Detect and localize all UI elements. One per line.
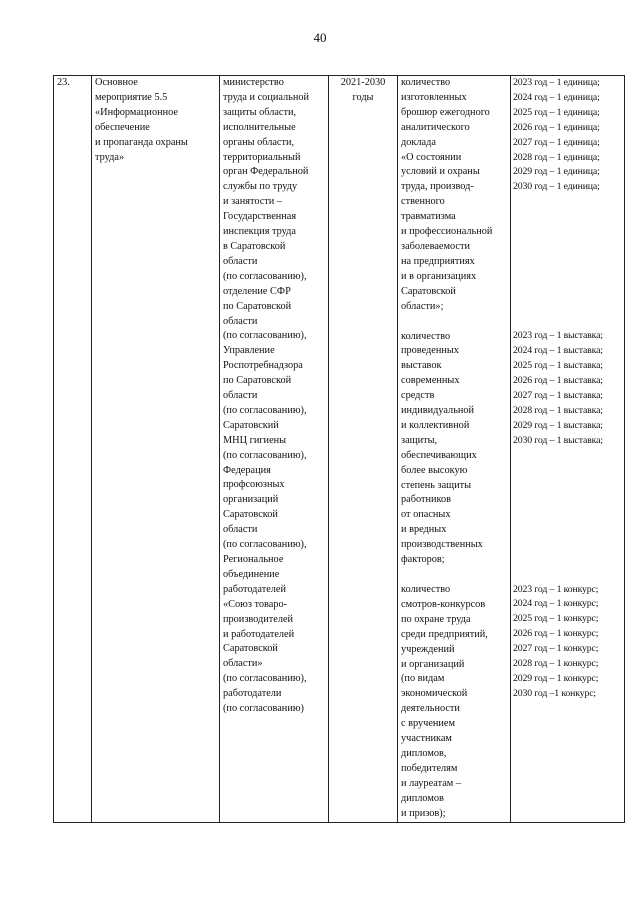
text-line: деятельности bbox=[401, 703, 460, 715]
text-line: 2029 год – 1 выставка; bbox=[513, 419, 603, 431]
text-line: и профессиональной bbox=[401, 226, 493, 238]
text-line: службы по труду bbox=[223, 181, 298, 193]
text-line: 2028 год – 1 выставка; bbox=[513, 404, 603, 416]
text-line: работодатели bbox=[223, 688, 282, 700]
text-line: обеспечивающих bbox=[401, 449, 477, 461]
indicator-2-values bbox=[513, 329, 623, 448]
program-table bbox=[53, 75, 625, 823]
text-line: количество bbox=[401, 584, 451, 595]
text-line: годы bbox=[352, 91, 374, 103]
text-line: труда» bbox=[95, 151, 125, 163]
text-line: области»; bbox=[401, 300, 444, 312]
text-line: 2027 год – 1 конкурс; bbox=[513, 643, 599, 655]
text-line: брошюр ежегодного bbox=[401, 106, 490, 118]
text-line: министерство bbox=[223, 77, 284, 88]
page-number: 40 bbox=[313, 30, 327, 45]
text-line: (по согласованию), bbox=[223, 449, 307, 461]
text-line: на предприятиях bbox=[401, 255, 475, 267]
text-line: Роспотребнадзора bbox=[223, 360, 303, 372]
text-line: 2027 год – 1 единица; bbox=[513, 136, 600, 148]
text-line: ственного bbox=[401, 196, 445, 208]
text-line: 2023 год – 1 единица; bbox=[513, 77, 600, 88]
text-line: и коллективной bbox=[401, 419, 470, 431]
text-line: средств bbox=[401, 390, 435, 402]
indicator-2 bbox=[401, 330, 507, 569]
text-line: (по согласованию) bbox=[223, 703, 304, 715]
text-line: области bbox=[223, 524, 258, 536]
text-line: работодателей bbox=[223, 583, 287, 595]
text-line: 2023 год – 1 конкурс; bbox=[513, 583, 599, 595]
text-line: 2025 год – 1 конкурс; bbox=[513, 613, 599, 625]
text-line: труда, производ- bbox=[401, 181, 474, 193]
text-line: индивидуальной bbox=[401, 405, 475, 417]
text-line: 2025 год – 1 выставка; bbox=[513, 360, 603, 372]
text-line: современных bbox=[401, 375, 460, 387]
text-line: Саратовский bbox=[223, 419, 279, 431]
text-line: Управление bbox=[223, 345, 275, 357]
text-line: обеспечение bbox=[95, 121, 150, 133]
text-line: защиты, bbox=[401, 434, 438, 446]
values-cell bbox=[511, 76, 625, 823]
text-line: инспекция труда bbox=[223, 226, 296, 238]
text-line: труда и социальной bbox=[223, 91, 310, 103]
text-line: (по согласованию), bbox=[223, 404, 307, 416]
text-line: (по согласованию), bbox=[223, 673, 307, 685]
text-line: (по согласованию), bbox=[223, 539, 307, 551]
indicator-3 bbox=[401, 583, 507, 822]
period-cell bbox=[329, 76, 398, 823]
text-line: по Саратовской bbox=[223, 300, 292, 312]
text-line: среди предприятий, bbox=[401, 628, 488, 640]
text-line: 2029 год – 1 единица; bbox=[513, 166, 600, 178]
text-line: более высокую bbox=[401, 464, 468, 476]
executors-list bbox=[223, 76, 325, 717]
text-line: отделение СФР bbox=[223, 285, 291, 297]
indicators-cell bbox=[398, 76, 511, 823]
text-line: 2030 год – 1 выставка; bbox=[513, 434, 603, 446]
text-line: МНЦ гигиены bbox=[223, 434, 287, 446]
text-line: условий и охраны bbox=[401, 166, 480, 178]
text-line: Саратовской bbox=[401, 285, 456, 297]
text-line: доклада bbox=[401, 136, 436, 148]
text-line: выставок bbox=[401, 360, 442, 372]
period bbox=[332, 76, 394, 106]
text-line: участникам bbox=[401, 733, 452, 745]
indicator-1 bbox=[401, 76, 507, 315]
text-line: степень защиты bbox=[401, 479, 471, 491]
text-line: 2028 год – 1 единица; bbox=[513, 151, 600, 163]
text-line: 2024 год – 1 конкурс; bbox=[513, 598, 599, 610]
measure-name bbox=[95, 76, 216, 165]
text-line: Региональное bbox=[223, 554, 284, 565]
text-line: экономической bbox=[401, 688, 468, 700]
text-line: «Союз товаро- bbox=[223, 598, 288, 610]
text-line: дипломов bbox=[401, 792, 444, 804]
text-line: 2025 год – 1 единица; bbox=[513, 106, 600, 118]
text-line: Саратовской bbox=[223, 643, 278, 655]
text-line: и работодателей bbox=[223, 628, 295, 640]
text-line: (по согласованию), bbox=[223, 330, 307, 342]
text-line: Саратовской bbox=[223, 509, 278, 521]
text-line: «Информационное bbox=[95, 106, 178, 118]
text-line: работников bbox=[401, 494, 451, 506]
text-line: (по согласованию), bbox=[223, 270, 307, 282]
text-line: и вредных bbox=[401, 524, 447, 536]
table-row bbox=[54, 76, 625, 823]
text-line: объединение bbox=[223, 568, 280, 580]
measure-name-cell bbox=[92, 76, 220, 823]
text-line: исполнительные bbox=[223, 121, 296, 133]
text-line: и организаций bbox=[401, 658, 465, 670]
text-line: смотров-конкурсов bbox=[401, 598, 486, 610]
text-line: области bbox=[223, 255, 258, 267]
text-line: аналитического bbox=[401, 121, 470, 133]
text-line: травматизма bbox=[401, 211, 456, 223]
text-line: 2023 год – 1 выставка; bbox=[513, 330, 603, 342]
text-line: Государственная bbox=[223, 211, 297, 223]
text-line: и призов); bbox=[401, 807, 446, 819]
text-line: количество bbox=[401, 330, 451, 342]
text-line: 2029 год – 1 конкурс; bbox=[513, 672, 599, 684]
executors-cell bbox=[220, 76, 329, 823]
text-line: и лауреатам – bbox=[401, 777, 462, 789]
text-line: Основное bbox=[95, 77, 138, 88]
text-line: (по видам bbox=[401, 673, 445, 685]
text-line: в Саратовской bbox=[223, 240, 286, 252]
text-line: 2026 год – 1 единица; bbox=[513, 121, 600, 133]
text-line: 2030 год – 1 единица; bbox=[513, 181, 600, 193]
text-line: 2024 год – 1 выставка; bbox=[513, 345, 603, 357]
text-line: дипломов, bbox=[401, 747, 447, 759]
text-line: учреждений bbox=[401, 643, 455, 655]
text-line: «О состоянии bbox=[401, 151, 462, 163]
text-line: Федерация bbox=[223, 464, 271, 476]
text-line: 2026 год – 1 конкурс; bbox=[513, 628, 599, 640]
text-line: от опасных bbox=[401, 509, 451, 521]
text-line: области bbox=[223, 315, 258, 327]
text-line: орган Федеральной bbox=[223, 166, 309, 178]
text-line: защиты области, bbox=[223, 106, 297, 118]
text-line: 2021-2030 bbox=[340, 77, 386, 88]
text-line: производственных bbox=[401, 539, 483, 551]
text-line: 2024 год – 1 единица; bbox=[513, 91, 600, 103]
text-line: 2026 год – 1 выставка; bbox=[513, 374, 603, 386]
text-line: производителей bbox=[223, 613, 294, 625]
text-line: 2027 год – 1 выставка; bbox=[513, 389, 603, 401]
text-line: изготовленных bbox=[401, 91, 467, 103]
text-line: с вручением bbox=[401, 718, 456, 730]
text-line: проведенных bbox=[401, 345, 459, 357]
text-line: победителям bbox=[401, 762, 458, 774]
row-number-cell bbox=[54, 76, 92, 823]
text-line: и занятости – bbox=[223, 196, 283, 208]
text-line: территориальный bbox=[223, 151, 301, 163]
row-number: 23. bbox=[57, 77, 70, 88]
text-line: органы области, bbox=[223, 136, 295, 148]
text-line: факторов; bbox=[401, 554, 445, 566]
text-line: 2030 год –1 конкурс; bbox=[513, 687, 597, 699]
text-line: мероприятие 5.5 bbox=[95, 91, 168, 103]
text-line: организаций bbox=[223, 494, 279, 506]
text-line: и пропаганда охраны bbox=[95, 136, 188, 148]
text-line: по охране труда bbox=[401, 613, 471, 625]
text-line: 2028 год – 1 конкурс; bbox=[513, 658, 599, 670]
text-line: по Саратовской bbox=[223, 375, 292, 387]
text-line: профсоюзных bbox=[223, 479, 285, 491]
indicator-3-values bbox=[513, 583, 623, 702]
indicator-1-values bbox=[513, 76, 623, 195]
text-line: области» bbox=[223, 658, 263, 670]
text-line: области bbox=[223, 390, 258, 402]
text-line: количество bbox=[401, 77, 451, 88]
text-line: заболеваемости bbox=[401, 240, 470, 252]
text-line: и в организациях bbox=[401, 270, 477, 282]
